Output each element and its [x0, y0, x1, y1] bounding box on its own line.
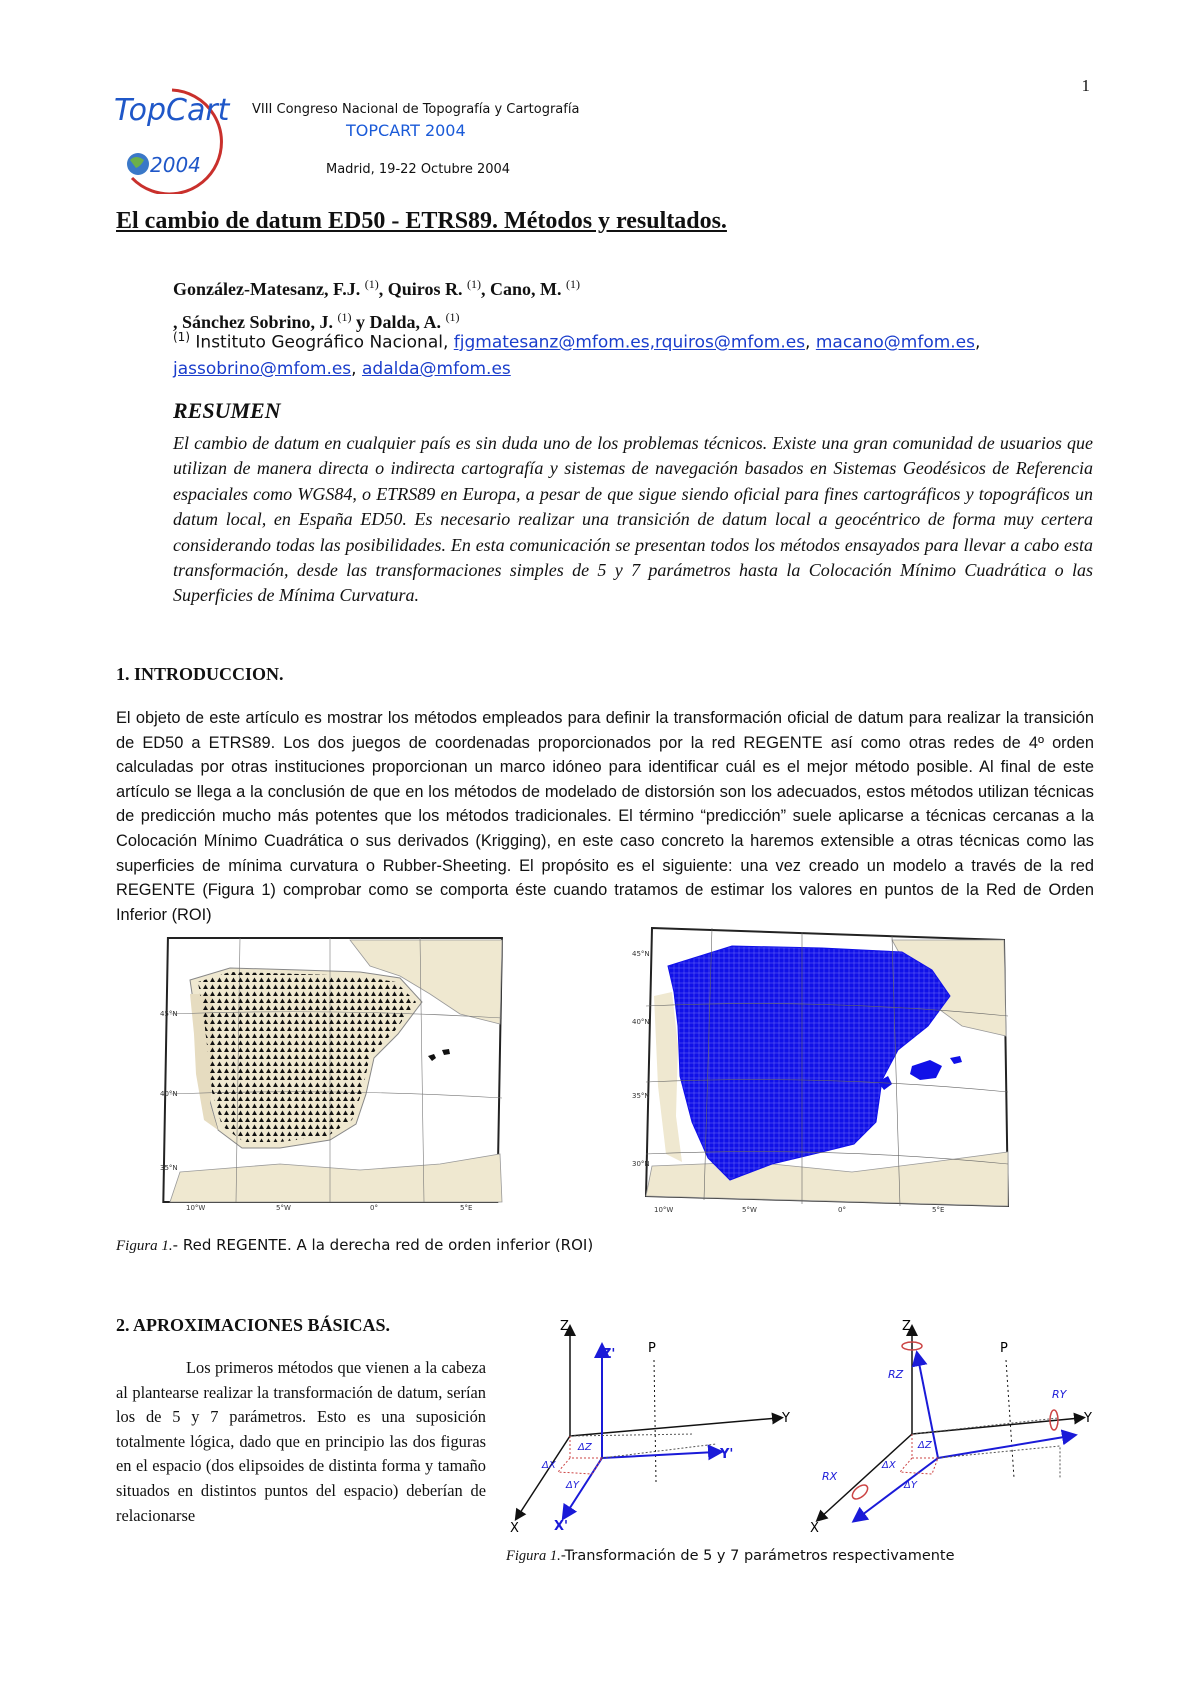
email-link-1[interactable]: fjgmatesanz@mfom.es,rquiros@mfom.es: [453, 332, 806, 353]
author-4: , Sánchez Sobrino, J.: [173, 312, 334, 332]
axis-label-z: Z: [902, 1319, 911, 1334]
lon-label: 5°W: [742, 1206, 757, 1214]
author-1: González-Matesanz, F.J.: [173, 279, 361, 299]
section-1-text: El objeto de este artículo es mostrar los métodos empleados para definir la transformación oficial de datum para realizar la transición de ED50 a ETRS89. Los dos juegos de coordenadas proporcionados por la red REGENTE así como otras redes de 4º orden calculadas por otras instituciones proporcionan un marco idóneo para identificar cuál es el mejor método posible. Al final de este artículo se llega a la conclusión de que en los métodos de modelado de distorsión son los adecuados, estos métodos utilizan técnicas de predicción mucho más potentes que los métodos tradicionales. El término “predicción” suele aplicarse a técnicas cercanas a la Colocación Mínimo Cuadrática o sus derivados (Krigging), en este caso concreto la haremos extensible a otras técnicas como las superficies de mínima curvatura o Rubber-Sheeting. El propósito es el siguiente: una vez creado un modelo a través de la red REGENTE (Figura 1) comprobar como se comporta éste cuando tratamos de estimar los valores en puntos de la Red de Orden Inferior (ROI): [116, 709, 1094, 924]
logo-year: 2004: [150, 153, 201, 177]
congress-line: VIII Congreso Nacional de Topografía y Cartografía: [252, 102, 580, 117]
axis-label-y: Y: [782, 1411, 790, 1426]
place-date: Madrid, 19-22 Octubre 2004: [326, 162, 511, 177]
affil-mark: (1): [445, 310, 460, 324]
author-5: y Dalda, A.: [356, 312, 442, 332]
author-3: , Cano, M.: [480, 279, 562, 299]
axis-label-z: Z: [560, 1319, 569, 1334]
lat-label: 30°N: [632, 1160, 650, 1168]
figure-1-caption: [116, 1236, 593, 1255]
axis-label-y-prime: Y': [720, 1447, 734, 1462]
affil-mark: (1): [466, 277, 481, 291]
affil-mark: (1): [337, 310, 352, 324]
email-link-2[interactable]: macano@mfom.es: [815, 332, 976, 353]
regente-map: [160, 934, 510, 1212]
conference-name: TOPCART 2004: [346, 121, 466, 140]
axis-label-x: X: [510, 1521, 519, 1536]
resumen-heading: RESUMEN: [173, 398, 281, 423]
lon-label: 10°W: [186, 1204, 206, 1212]
affil-mark: (1): [364, 277, 379, 291]
affil-mark: (1): [173, 330, 190, 344]
lon-label: 5°W: [276, 1204, 291, 1212]
axis-label-x-prime: X': [554, 1519, 569, 1534]
authors-line-1: [173, 270, 580, 303]
page-number: 1: [1081, 76, 1090, 95]
seven-parameter-diagram: [808, 1318, 1098, 1548]
lat-label: 40°N: [632, 1018, 650, 1026]
lon-label: 5°E: [932, 1206, 945, 1214]
figure-caption-text: -Transformación de 5 y 7 parámetros respectivamente: [560, 1548, 955, 1564]
logo-text: TopCart: [114, 93, 230, 128]
delta-z-label: ΔZ: [918, 1440, 932, 1451]
rotation-y-label: RY: [1052, 1388, 1067, 1401]
resumen-text: El cambio de datum en cualquier país es sin duda uno de los problemas técnicos. Existe una gran comunidad de usuarios que utilizan de manera directa o indirecta cartografía y sistemas de navegación basados en Sistemas Geodésicos de Referencia espaciales como WGS84, o ETRS89 en Europa, a pesar de que sigue siendo oficial para fines cartográficos y topográficos un datum local, en España ED50. Es necesario realizar una transición de datum local a geocéntrico de forma muy certera considerando todas las posibilidades. En esta comunicación se presentan todos los métodos ensayados para llevar a cabo esta transformación, desde las transformaciones simples de 5 y 7 parámetros hasta la Colocación Mínimo Cuadrática o las Superficies de Mínima Curvatura.: [173, 433, 1093, 606]
point-label-p: P: [1000, 1341, 1008, 1356]
figure-caption-text: - Red REGENTE. A la derecha red de orden inferior (ROI): [172, 1236, 594, 1254]
axis-label-y: Y: [1084, 1411, 1092, 1426]
point-label-p: P: [648, 1341, 656, 1356]
figure-label: Figura 1.: [116, 1238, 173, 1254]
lat-label: 45°N: [160, 1010, 178, 1018]
delta-y-label: ΔY: [566, 1480, 579, 1491]
lat-label: 45°N: [632, 950, 650, 958]
affil-mark: (1): [565, 277, 580, 291]
delta-z-label: ΔZ: [578, 1442, 592, 1453]
author-2: , Quiros R.: [378, 279, 463, 299]
lon-label: 0°: [838, 1206, 846, 1214]
delta-y-label: ΔY: [904, 1480, 917, 1491]
affiliation: $^{(1)}$ Instituto Geográfico Nacional, fjgmatesanz@mfom.es,rquiros@mfom.es, macano@mfom.es, jassobrino@mfom.es, adalda@mfom.es: [173, 330, 981, 379]
lat-label: 35°N: [632, 1092, 650, 1100]
rotation-x-label: RX: [822, 1470, 838, 1483]
axis-label-z-prime: Z': [602, 1347, 616, 1362]
roi-map: [632, 926, 1012, 1214]
figure-label: Figura 1.: [506, 1548, 561, 1564]
section-2-text: Los primeros métodos que vienen a la cabeza al plantearse realizar la transformación de datum, serían los de 5 y 7 parámetros. Esto es una suposición totalmente lógica, dado que en principio las dos figuras en el espacio (dos elipsoides de distinta forma y tamaño situados en distintos puntos del espacio) deberían de relacionarse: [116, 1358, 486, 1525]
lat-label: 40°N: [160, 1090, 178, 1098]
lat-label: 35°N: [160, 1164, 178, 1172]
email-link-3[interactable]: jassobrino@mfom.es: [173, 358, 352, 379]
email-link-4[interactable]: adalda@mfom.es: [361, 358, 511, 379]
lon-label: 10°W: [654, 1206, 674, 1214]
five-parameter-diagram: [510, 1318, 792, 1548]
delta-x-label: ΔX: [882, 1460, 896, 1471]
axis-label-x: X: [810, 1521, 819, 1536]
lon-label: 5°E: [460, 1204, 473, 1212]
figure-2-caption: [506, 1548, 955, 1565]
paper-title: El cambio de datum ED50 - ETRS89. Métodos y resultados.: [116, 208, 727, 234]
lon-label: 0°: [370, 1204, 378, 1212]
delta-x-label: ΔX: [542, 1460, 556, 1471]
rotation-z-label: RZ: [888, 1368, 904, 1381]
section-1-heading: 1. INTRODUCCION.: [116, 664, 284, 684]
section-2-heading: 2. APROXIMACIONES BÁSICAS.: [116, 1315, 391, 1335]
institution: Instituto Geográfico Nacional,: [190, 332, 454, 353]
topcart-logo: [112, 84, 232, 194]
